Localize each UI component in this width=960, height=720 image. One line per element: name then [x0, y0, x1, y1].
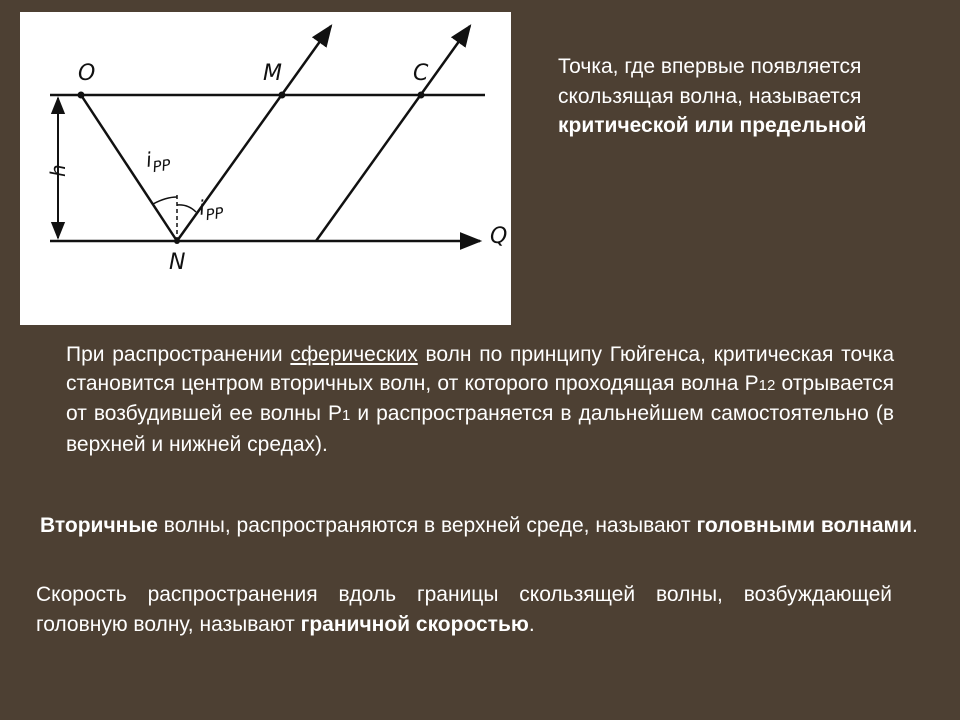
p1-part1: При распространении	[66, 343, 291, 366]
p2-normal: волны, распространяются в верхней среде, называют	[157, 514, 697, 537]
p2-bold-2: головными волнами	[696, 514, 912, 537]
definition-text: Точка, где впервые появляется скользящая волна, называется	[558, 55, 862, 108]
label-o: O	[78, 61, 96, 86]
point-o-dot	[78, 92, 85, 99]
label-q: Q	[490, 224, 508, 249]
p3-normal: Скорость распространения вдоль границы скользящей волны, возбуждающей головную волну, называют	[36, 583, 892, 636]
angle-arc-2	[177, 205, 196, 212]
label-angle-2: $i_{PP}$	[197, 195, 225, 225]
boundary-velocity-paragraph	[36, 580, 892, 640]
angle-arc-1	[153, 197, 177, 204]
p1-part3: отрывается от возбудившей ее волны Р	[66, 371, 894, 425]
point-m-dot	[279, 92, 286, 99]
label-h: h	[46, 164, 70, 177]
critical-point-definition	[558, 52, 888, 141]
refraction-diagram	[20, 12, 511, 325]
p2-end: .	[912, 514, 918, 537]
p2-bold-1: Вторичные	[40, 514, 158, 537]
p1-sub-12: 12	[758, 376, 776, 394]
p1-part4: и распространяется в дальнейшем самостоятельно (в верхней и нижней средах).	[66, 402, 894, 456]
label-c: C	[413, 61, 429, 86]
label-angle-1: $i_{PP}$	[144, 147, 172, 177]
head-wave-ray-c	[316, 26, 470, 241]
definition-bold-term: критической или предельной	[558, 114, 867, 137]
huygens-paragraph	[66, 341, 894, 459]
p1-underlined-term: сферических	[290, 343, 418, 366]
label-n: N	[169, 250, 186, 275]
p1-part2: волн по принципу Гюйгенса, критическая точка становится центром вторичных волн, от которого проходящая волна Р	[66, 343, 894, 395]
point-c-dot	[418, 92, 425, 99]
p3-bold: граничной скоростью	[300, 613, 529, 636]
label-m: M	[263, 61, 282, 86]
head-waves-paragraph	[40, 510, 920, 541]
p3-end: .	[528, 613, 535, 636]
p1-sub-1: 1	[341, 407, 351, 424]
